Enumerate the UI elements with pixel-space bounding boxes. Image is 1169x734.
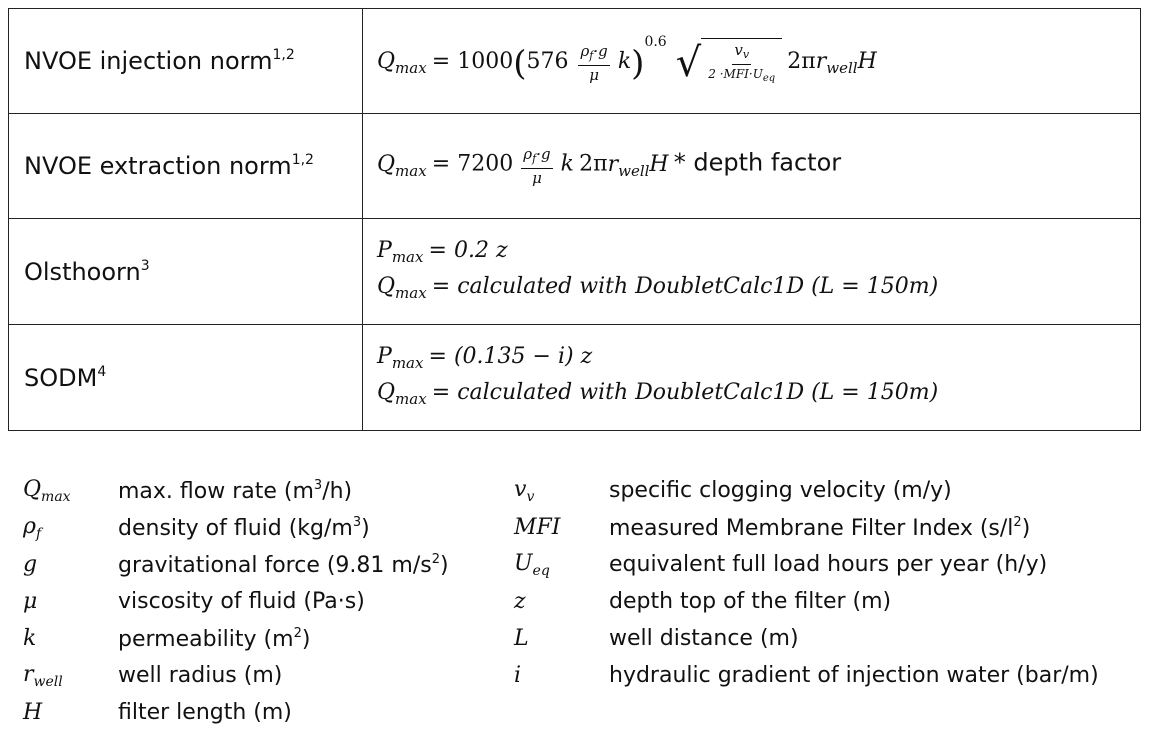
row-label-text: Olsthoorn <box>24 257 141 286</box>
legend-left <box>23 472 449 731</box>
legend-desc: measured Membrane Filter Index (s/l <box>609 515 1014 541</box>
row-label-text: NVOE extraction norm <box>24 152 292 180</box>
pmax-value: = 0.2 z <box>428 237 508 263</box>
row-label <box>9 114 363 219</box>
qmax-value: = calculated with DoubletCalc1D (L = 150m) <box>431 379 939 405</box>
row-label-sup: 1,2 <box>291 152 314 168</box>
formula-olsthoorn: $P_{max} = 0.2$ z $Q_{max}$ = calculated with DoubletCalc1D (L = 150m) <box>363 219 1141 325</box>
legend-sup: 2 <box>431 551 440 567</box>
legend-desc: max. flow rate (m <box>118 478 314 504</box>
legend-item: MFI measured Membrane Filter Index $(s/l^2)$ <box>514 514 1031 541</box>
legend-desc: gravitational force (9.81 m/s <box>118 552 432 578</box>
legend-sup: 2 <box>293 625 302 641</box>
row-label-text: SODM <box>24 363 98 392</box>
legend-sup: 3 <box>352 514 362 530</box>
legend-desc: specific clogging velocity (m/y) <box>609 478 952 503</box>
row-label <box>9 325 363 431</box>
legend-tail: ) <box>1021 515 1031 541</box>
row-label <box>9 219 363 325</box>
legend-desc: density of fluid (kg/m <box>118 515 353 541</box>
legend-item: k permeability $(m^2)$ <box>23 625 311 652</box>
legend-item: i hydraulic gradient of injection water (bar/m) <box>514 663 1099 688</box>
legend-desc: filter length (m) <box>118 700 292 725</box>
row-label-sup: 4 <box>97 363 107 380</box>
legend-item: $Q_{max}$ max. flow rate $(m^3/h)$ <box>23 476 353 505</box>
row-label-sup: 1,2 <box>272 47 295 63</box>
formula-sodm: $P_{max} = (0.135 - i)$ z $Q_{max}$ = calculated with DoubletCalc1D (L = 150m) <box>363 325 1141 431</box>
table-row <box>9 114 1141 219</box>
legend-desc: permeability (m <box>118 626 294 652</box>
pmax-value: = (0.135 − i) z <box>428 343 593 369</box>
legend-tail: ) <box>440 552 449 578</box>
qmax-value: = calculated with DoubletCalc1D (L = 150m) <box>431 273 939 299</box>
legend-item: $r_{well}$ well radius (m) <box>23 661 283 690</box>
legend-item: $U_{eq}$ equivalent full load hours per year (h/y) <box>514 550 1048 579</box>
legend-sup: 3 <box>313 477 323 493</box>
legend-right <box>514 472 1099 694</box>
legend-sup: 2 <box>1013 514 1022 530</box>
table-row <box>9 219 1141 325</box>
legend-desc: viscosity of fluid (Pa·s) <box>118 589 365 614</box>
legend-tail: ) <box>301 626 311 652</box>
legend-desc: well radius (m) <box>118 663 283 688</box>
legend-desc: well distance (m) <box>609 626 799 651</box>
legend-item: z depth top of the filter (m) <box>514 589 892 614</box>
legend-tail: /h) <box>322 478 353 504</box>
table-row <box>9 325 1141 431</box>
depth-factor-text: * depth factor <box>673 148 842 177</box>
legend-desc: depth top of the filter (m) <box>609 589 892 614</box>
legend-desc: equivalent full load hours per year (h/y) <box>609 552 1048 577</box>
legend-item: g gravitational force (9.81 $m/s^2$) <box>23 551 449 578</box>
legend-item: L well distance (m) <box>514 626 799 651</box>
legend-tail: ) <box>361 515 370 541</box>
legend-item: $\rho_f$ density of fluid $(kg/m^3)$ <box>23 513 370 542</box>
norms-table <box>8 8 1141 431</box>
formula-injection: $Q_{max} = 1000(576$ $\frac{\rho_f\cdot g}{\mu}$ k)$^{0.6}$ √ $\frac{v_v}{2 \cdot MFI\cdot U_{eq}}$ $2\pi r_{well}H$ <box>363 9 1141 114</box>
legend-item: $v_v$ specific clogging velocity (m/y) <box>514 476 952 505</box>
table-row <box>9 9 1141 114</box>
formula-extraction: $Q_{max} = 7200$ $\frac{\rho_f\cdot g}{\mu}$ k $2\pi r_{well}H$ * depth factor <box>363 114 1141 219</box>
row-label <box>9 9 363 114</box>
legend-desc: hydraulic gradient of injection water (bar/m) <box>609 663 1099 688</box>
legend-item: H filter length (m) <box>23 700 292 725</box>
row-label-sup: 3 <box>140 257 150 274</box>
legend-item: μ viscosity of fluid (Pa·s) <box>23 589 365 614</box>
row-label-text: NVOE injection norm <box>24 47 273 75</box>
